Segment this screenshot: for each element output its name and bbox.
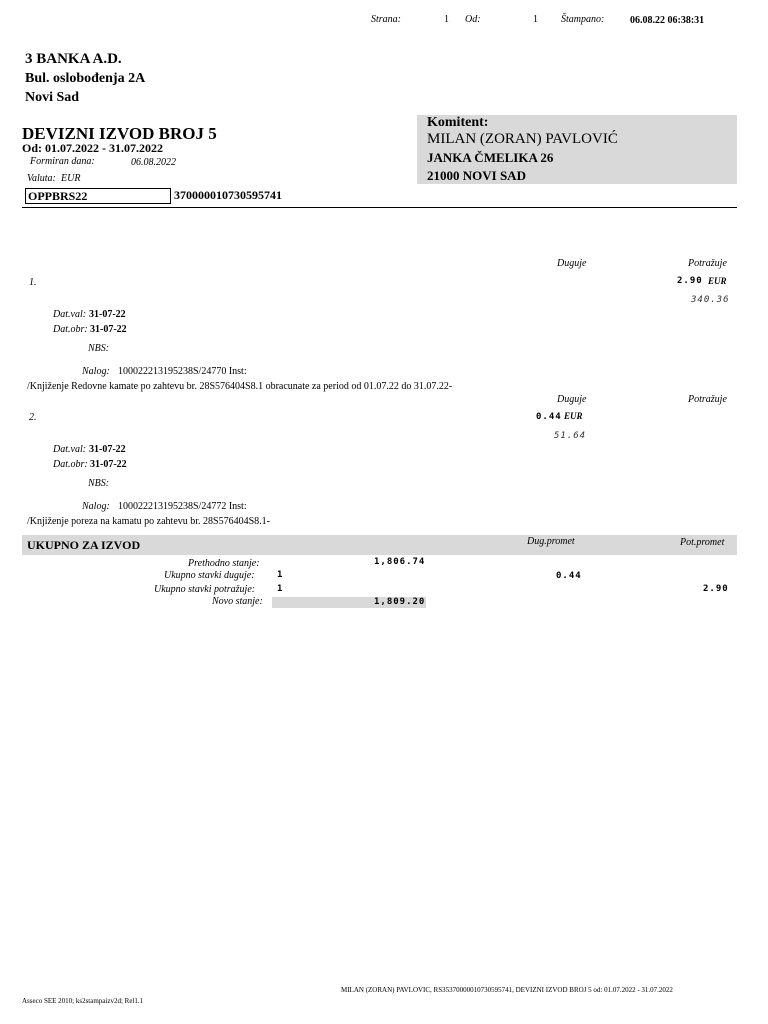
swift-code-box: OPPBRS22 [25,188,171,204]
debit-column-label: Duguje [557,394,587,405]
previous-balance-label: Prethodno stanje: [188,558,260,569]
debit-total: 0.44 [556,571,582,581]
page-label: Strana: [371,14,401,25]
credit-column-label: Potražuje [688,258,727,269]
transaction-description: /Knjiženje poreza na kamatu po zahtevu br. 28S576404S8.1- [27,516,270,527]
debit-items-count: 1 [277,570,283,580]
credit-total: 2.90 [703,584,729,594]
nbs-label: NBS: [88,343,110,354]
client-label: Komitent: [427,115,489,130]
formed-date: 06.08.2022 [131,157,176,168]
new-balance-value: 1,809.20 [374,597,426,607]
previous-balance-value: 1,806.74 [374,557,426,567]
debit-items-label: Ukupno stavki duguje: [164,570,255,581]
currency-value: EUR [61,173,81,184]
statement-title: DEVIZNI IZVOD BROJ 5 [22,124,217,143]
client-name: MILAN (ZORAN) PAVLOVIĆ [427,131,618,147]
formed-label: Formiran dana: [30,156,95,167]
page-number: 1 [444,14,449,25]
currency-code: EUR [564,411,583,421]
dat-val-label: Dat.val: [53,309,87,320]
footer-statement-info: MILAN (ZORAN) PAVLOVIC, RS35370000010730595741, DEVIZNI IZVOD BROJ 5 od: 01.07.2022 - 31.07.2022 [341,986,673,994]
debit-turnover-label: Dug.promet [527,536,575,547]
bank-name: 3 BANKA A.D. [25,51,122,67]
new-balance-label: Novo stanje: [212,596,263,607]
secondary-amount: 340.36 [691,295,730,305]
printed-label: Štampano: [561,14,605,25]
nalog-value: 100022213195238S/24772 Inst: [118,501,247,512]
client-street: JANKA ČMELIKA 26 [427,150,554,165]
client-city: 21000 NOVI SAD [427,168,526,183]
nalog-label: Nalog: [82,501,110,512]
credit-turnover-label: Pot.promet [680,537,725,548]
debit-amount: 0.44 [536,412,562,422]
credit-column-label: Potražuje [688,394,727,405]
dat-val-label: Dat.val: [53,444,87,455]
transaction-number: 2. [29,412,37,423]
page-count: 1 [533,14,538,25]
nalog-label: Nalog: [82,366,110,377]
transaction-description: /Knjiženje Redovne kamate po zahtevu br. 28S576404S8.1 obracunate za period od 01.07.22 do 31.07.22- [27,381,453,392]
dat-obr-value: 31-07-22 [90,459,127,470]
bank-street: Bul. oslobođenja 2A [25,71,146,86]
printed-timestamp: 06.08.22 06:38:31 [630,15,705,26]
summary-title: UKUPNO ZA IZVOD [27,538,141,552]
statement-period: Od: 01.07.2022 - 31.07.2022 [22,141,163,155]
credit-amount: 2.90 [677,276,703,286]
secondary-amount: 51.64 [554,431,587,441]
credit-items-count: 1 [277,584,283,594]
dat-obr-value: 31-07-22 [90,324,127,335]
bank-city: Novi Sad [25,90,80,105]
dat-val-value: 31-07-22 [89,309,126,320]
of-label: Od: [465,14,481,25]
nbs-label: NBS: [88,478,110,489]
account-number: 370000010730595741 [174,188,282,202]
currency-label: Valuta: [27,173,56,184]
credit-items-label: Ukupno stavki potražuje: [154,584,256,595]
transaction-number: 1. [29,277,37,288]
debit-column-label: Duguje [557,258,587,269]
footer-software-info: Asseco SEE 2010; ks2stampaizv2d; Rel1.1 [22,997,144,1005]
currency-code: EUR [708,276,727,286]
nalog-value: 100022213195238S/24770 Inst: [118,366,247,377]
header-divider [22,207,737,208]
dat-obr-label: Dat.obr: [53,324,88,335]
dat-val-value: 31-07-22 [89,444,126,455]
dat-obr-label: Dat.obr: [53,459,88,470]
